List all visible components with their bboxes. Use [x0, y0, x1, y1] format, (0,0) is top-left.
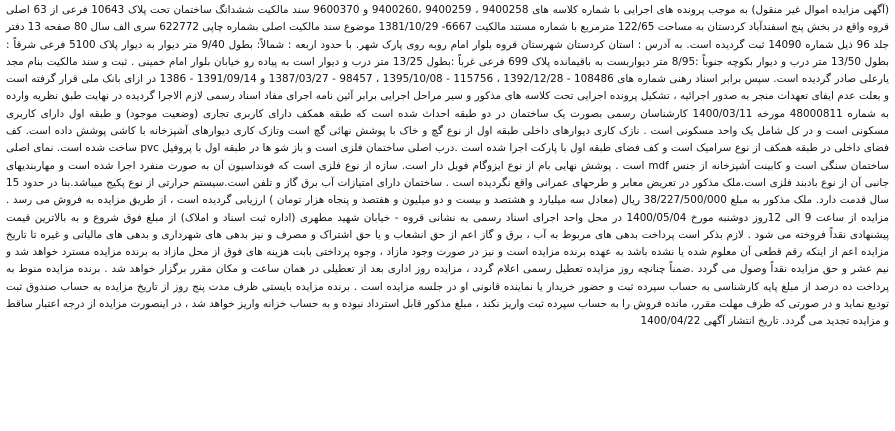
- auction-notice-text: (آگهی مزایده اموال غیر منقول) به موجب پرونده های اجرایی با شماره کلاسه های 9400258 ، 9400259 ،9400260 و 9600370 سند مالکیت ششدانگ ساختمان تحت پلاک 10643 فرعی از 63 اصلی قروه واقع در بخش پنج اسفندآباد کردستان به مساحت 122/65 مترمربع با شماره مستند مالکیت 6667- 1381/10/29 موضوع سند مالکیت اصلی بشماره چاپی 622772 سری الف سال 80 صفحه 13 دفتر جلد 96 ذیل شماره 14090 ثبت گردیده است. به آدرس : استان کردستان شهرستان قروه بلوار امام روبه روی پارک شهر. با حدود اربعه : شمالاً: بطول 9/40 متر دیوار به دیوار پلاک 5100 فرعی شرقاً : بطول 13/50 متر درب و دیوار بکوچه جنوباً :8/95 متر دیواربست به باقیمانده پلاک 699 فرعی غرباً :بطول 13/25 متر درب و دیوار است به پیاده رو خیابان بلوار امام خمینی . ثبت و سند مالکیت بنام مجد یارعلی صادر گردیده است. سپس برابر اسناد رهنی شماره های 108486 - 1392/12/28 ، 115756 - 1395/10/08 ، 98457 - 1387/03/27 و 1391/09/14 - 1386 در ازای بانک ملی قرار گرفته است و بعلت عدم ایفای تعهدات منجر به صدور اجرائیه ، تشکیل پرونده اجرایی تحت کلاسه های مذکور و سیر مراحل اجرایی برابر آئین نامه اجرای مفاد اسناد رسمی لازم الاجرا گردیده در نهایت طبق نظریه وارده به شماره 48000811 مورخه 1400/03/11 کارشناسان رسمی بصورت یک ساختمان در دو طبقه احداث شده است که طبقه همکف دارای کاربری تجاری (وضعیت موجود) و طبقه اول دارای کاربری مسکونی است و در کل شامل یک واحد مسکونی است . نازک کاری دیوارهای داخلی طبقه اول از نوع گچ و خاک با پوشش نهائی گچ است وتازک کاری دیوارهای آشپزخانه با کاشی پوشش داده است. کف فضای داخلی در طبقه همکف از نوع سرامیک است و کف فضای طبقه اول با پارکت اجرا شده است .درب اصلی ساختمان فلزی است و باز شو ها در طبقه اول با پروفیل pvc ساخت شده است. نمای اصلی ساختمان سنگی است و کابینت آشپزخانه از جنس mdf است . پوشش نهایی بام از نوع ایزوگام فویل دار است. سازه از نوع فلزی است که فونداسیون آن به صورت منفرد اجرا شده است و مهاربندیهای جانبی آن از نوع بادبند فلزی است.ملک مذکور در تعریض معابر و طرحهای عمرانی واقع نگردیده است . ساختمان دارای امتیازات آب برق گاز و تلفن است.سیستم حرارتی از نوع پکیج میباشد.بنا در حدود 15 سال قدمت دارد. ملک مذکور به مبلغ 38/227/500/000 ریال (معادل سه میلیارد و هشتصد و بیست و دو میلیون و هفتصد و پنجاه هزار تومان ) ارزیابی گردیده است ، از طریق مزایده به فروش می رسد . مزایده از ساعت 9 الی 12روز دوشنبه مورخ 1400/05/04 در محل واحد اجرای اسناد رسمی به نشانی قروه - خیابان شهید مطهری (اداره ثبت اسناد و املاک) از مبلغ فوق شروع و به بالاترین قیمت پیشنهادی نقداً فروخته می شود . لازم بذکر است پرداخت بدهی های مربوط به آب ، برق و گاز اعم از حق انشعاب و یا حق اشتراک و مصرف و نیز بدهی های شهرداری و بدهی های مالیاتی و غیره تا تاریخ مزایده اعم از اینکه رقم قطعی آن معلوم شده یا نشده باشد به عهده برنده مزایده است و نیز در صورت وجود مازاد ، وجوه پرداختی بابت هزینه های فوق از محل مازاد به برنده مزایده مسترد خواهد شد و نیم عشر و حق مزایده نقداً وصول می گردد .ضمناً چنانچه روز مزایده تعطیل رسمی اعلام گردد ، مزایده روز اداری بعد از تعطیلی در همان ساعت و مکان مقرر برگزار خواهد شد . برنده مزایده منوط به پرداخت ده درصد از مبلغ پایه کارشناسی به حساب سپرده ثبت و حضور خریدار یا نماینده قانونی او در جلسه مزایده است . برنده مزایده بایستی ظرف مدت پنج روز از تاریخ مزایده به حساب صندوق ثبت تودیع نماید و در صورتی که ظرف مهلت مقرر، مانده فروش را به حساب سپرده ثبت واریز نکند ، مبلغ مذکور قابل استرداد نبوده و به حساب خزانه واریز خواهد شد ، در اینصورت مزایده از درجه اعتبار ساقط و مزایده تجدید می گردد. تاریخ انتشار آگهی 1400/04/22: [6, 4, 890, 328]
